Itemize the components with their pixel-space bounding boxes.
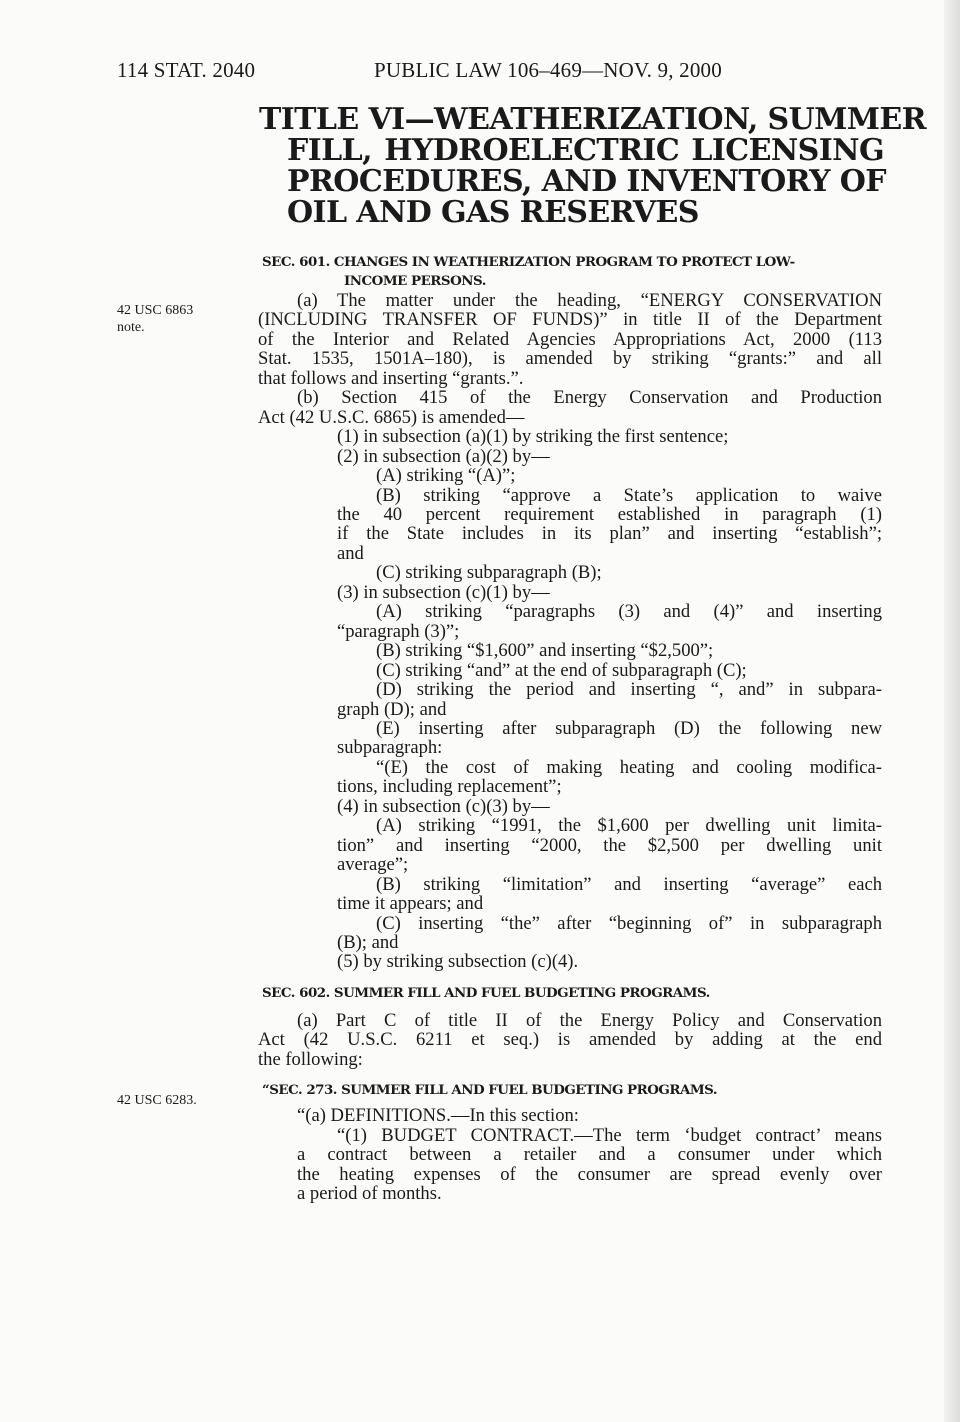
title-line: PROCEDURES, AND INVENTORY OF	[287, 164, 886, 199]
text-line: (a) The matter under the heading, “ENERGY CONSERVATION	[297, 290, 882, 311]
text-line: a contract between a retailer and a consumer under which	[297, 1144, 882, 1166]
text-line: that follows and inserting “grants.”.	[258, 367, 524, 389]
text-line: (1) in subsection (a)(1) by striking the first sentence;	[337, 426, 729, 448]
text-line: (D) striking the period and inserting “, and” in subpara-	[376, 679, 882, 701]
text-line: “(a) DEFINITIONS.—In this section:	[297, 1105, 579, 1127]
paragraph	[258, 427, 882, 446]
text-line: “(E) the cost of making heating and cooling modifica-	[376, 756, 882, 778]
paragraph	[258, 680, 882, 719]
section-601-text	[258, 291, 882, 972]
margin-note-line: note.	[117, 320, 145, 335]
title-line: OIL AND GAS RESERVES	[287, 195, 699, 230]
text-line: (B) striking “limitation” and inserting “average” each	[376, 873, 882, 895]
margin-note-line: 42 USC 6863	[117, 303, 194, 318]
paragraph	[258, 563, 882, 582]
paragraph	[258, 447, 882, 466]
margin-note-usc-6283: 42 USC 6283.	[117, 1093, 197, 1108]
text-line: graph (D); and	[337, 698, 447, 720]
text-line: average”;	[337, 854, 409, 876]
text-line: (2) in subsection (a)(2) by—	[337, 445, 550, 467]
paragraph	[258, 1011, 882, 1069]
paragraph	[258, 719, 882, 758]
paragraph	[258, 602, 882, 641]
text-line: tions, including replacement”;	[337, 776, 562, 798]
title-line: FILL, HYDROELECTRIC LICENSING	[287, 133, 884, 168]
section-heading-line: INCOME PERSONS.	[344, 273, 486, 289]
text-line: subparagraph:	[337, 737, 443, 759]
paragraph	[258, 661, 882, 680]
section-273-text	[258, 1106, 882, 1203]
paragraph	[258, 875, 882, 914]
paragraph	[258, 1106, 882, 1125]
text-line: tion” and inserting “2000, the $2,500 per dwelling unit	[337, 834, 882, 856]
text-line: Act (42 U.S.C. 6211 et seq.) is amended by adding at the end	[258, 1029, 882, 1051]
text-line: (C) striking “and” at the end of subparagraph (C);	[376, 659, 747, 681]
section-601-heading	[258, 253, 882, 291]
text-line: the heating expenses of the consumer are spread evenly over	[297, 1163, 882, 1185]
text-line: a period of months.	[297, 1183, 442, 1205]
paragraph	[258, 914, 882, 953]
text-line: (A) striking “1991, the $1,600 per dwelling unit limita-	[376, 815, 882, 837]
text-line: of the Interior and Related Agencies Appropriations Act, 2000 (113	[258, 328, 882, 350]
page-edge-shadow	[944, 0, 960, 1422]
text-line: Stat. 1535, 1501A–180), is amended by striking “grants:” and all	[258, 348, 882, 370]
paragraph	[258, 816, 882, 874]
text-line: Act (42 U.S.C. 6865) is amended—	[258, 406, 525, 428]
document-body	[258, 253, 882, 1203]
text-line: (C) inserting “the” after “beginning of” in subparagraph	[376, 912, 882, 934]
text-line: if the State includes in its plan” and inserting “establish”;	[337, 523, 882, 545]
title-heading	[259, 102, 926, 230]
text-line: (B); and	[337, 931, 399, 953]
text-line: time it appears; and	[337, 893, 484, 915]
text-line: (E) inserting after subparagraph (D) the following new	[376, 717, 882, 739]
text-line: “paragraph (3)”;	[337, 620, 460, 642]
paragraph	[258, 758, 882, 797]
section-602-text	[258, 1011, 882, 1069]
text-line: (INCLUDING TRANSFER OF FUNDS)” in title II of the Department	[258, 309, 882, 331]
text-line: “(1) BUDGET CONTRACT.—The term ‘budget contract’ means	[337, 1124, 882, 1146]
text-line: (B) striking “approve a State’s application to waive	[376, 484, 882, 506]
text-line: and	[337, 542, 364, 564]
text-line: (B) striking “$1,600” and inserting “$2,500”;	[376, 640, 714, 662]
text-line: (a) Part C of title II of the Energy Policy and Conservation	[297, 1009, 882, 1031]
paragraph	[258, 641, 882, 660]
text-line: (3) in subsection (c)(1) by—	[337, 581, 550, 603]
title-line: TITLE VI—WEATHERIZATION, SUMMER	[259, 102, 926, 137]
paragraph	[258, 291, 882, 388]
paragraph	[258, 486, 882, 564]
text-line: (b) Section 415 of the Energy Conservation and Production	[297, 387, 882, 409]
section-602-heading: SEC. 602. SUMMER FILL AND FUEL BUDGETING PROGRAMS.	[262, 984, 710, 1001]
margin-note-usc-6863	[117, 302, 193, 336]
text-line: (C) striking subparagraph (B);	[376, 562, 602, 584]
paragraph	[258, 1126, 882, 1204]
text-line: (4) in subsection (c)(3) by—	[337, 795, 550, 817]
section-273-heading: “SEC. 273. SUMMER FILL AND FUEL BUDGETING PROGRAMS.	[262, 1082, 718, 1099]
text-line: (5) by striking subsection (c)(4).	[337, 951, 579, 973]
paragraph	[258, 952, 882, 971]
public-law-header: PUBLIC LAW 106–469—NOV. 9, 2000	[374, 58, 722, 82]
paragraph	[258, 388, 882, 427]
text-line: the following:	[258, 1048, 363, 1070]
paragraph	[258, 583, 882, 602]
text-line: (A) striking “(A)”;	[376, 465, 516, 487]
paragraph	[258, 797, 882, 816]
statute-page-number: 114 STAT. 2040	[117, 58, 256, 82]
section-heading-line: SEC. 601. CHANGES IN WEATHERIZATION PROGRAM TO PROTECT LOW-	[262, 254, 795, 270]
text-line: (A) striking “paragraphs (3) and (4)” and inserting	[376, 601, 882, 623]
text-line: the 40 percent requirement established in paragraph (1)	[337, 503, 882, 525]
paragraph	[258, 466, 882, 485]
